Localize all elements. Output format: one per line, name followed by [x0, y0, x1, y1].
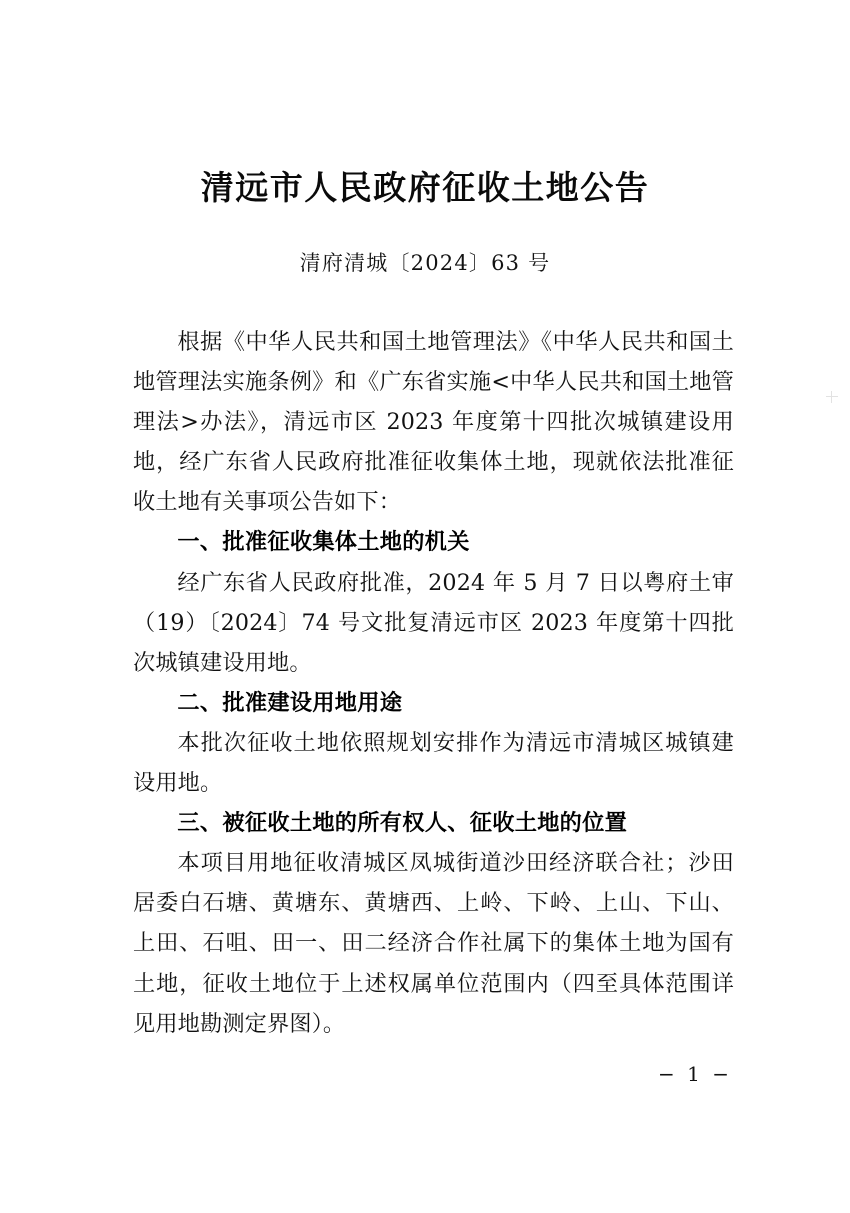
section-text-3: 本项目用地征收清城区凤城街道沙田经济联合社；沙田居委白石塘、黄塘东、黄塘西、上岭、下岭、上山、下山、上田、石咀、田一、田二经济合作社属下的集体土地为国有土地，征收土地位于上述权属单位范围内（四至具体范围详见用地勘测定界图）。 [133, 850, 734, 1037]
page-number-label: − 1 − [658, 1062, 732, 1086]
section-text-2: 本批次征收土地依照规划安排作为清远市清城区城镇建设用地。 [133, 729, 734, 797]
section-heading-3: 三、被征收土地的所有权人、征收土地的位置 [177, 810, 628, 837]
document-body [133, 322, 734, 1044]
intro-paragraph: 根据《中华人民共和国土地管理法》《中华人民共和国土地管理法实施条例》和《广东省实施<中华人民共和国土地管理法>办法》，清远市区 2023 年度第十四批次城镇建设用地，经广东省人民政府批准征收集体土地，现就依法批准征收土地有关事项公告如下： [133, 329, 734, 516]
section-text-1: 经广东省人民政府批准，2024 年 5 月 7 日以粤府土审（19）〔2024〕74 号文批复清远市区 2023 年度第十四批次城镇建设用地。 [133, 569, 734, 676]
section-heading-2: 二、批准建设用地用途 [177, 689, 403, 716]
page-title: 清远市人民政府征收土地公告 [200, 168, 650, 207]
document-number: 清府清城〔2024〕63 号 [299, 251, 551, 275]
registration-mark-icon [826, 391, 838, 403]
page-footer [0, 1062, 850, 1086]
section-heading-1: 一、批准征收集体土地的机关 [177, 529, 470, 556]
